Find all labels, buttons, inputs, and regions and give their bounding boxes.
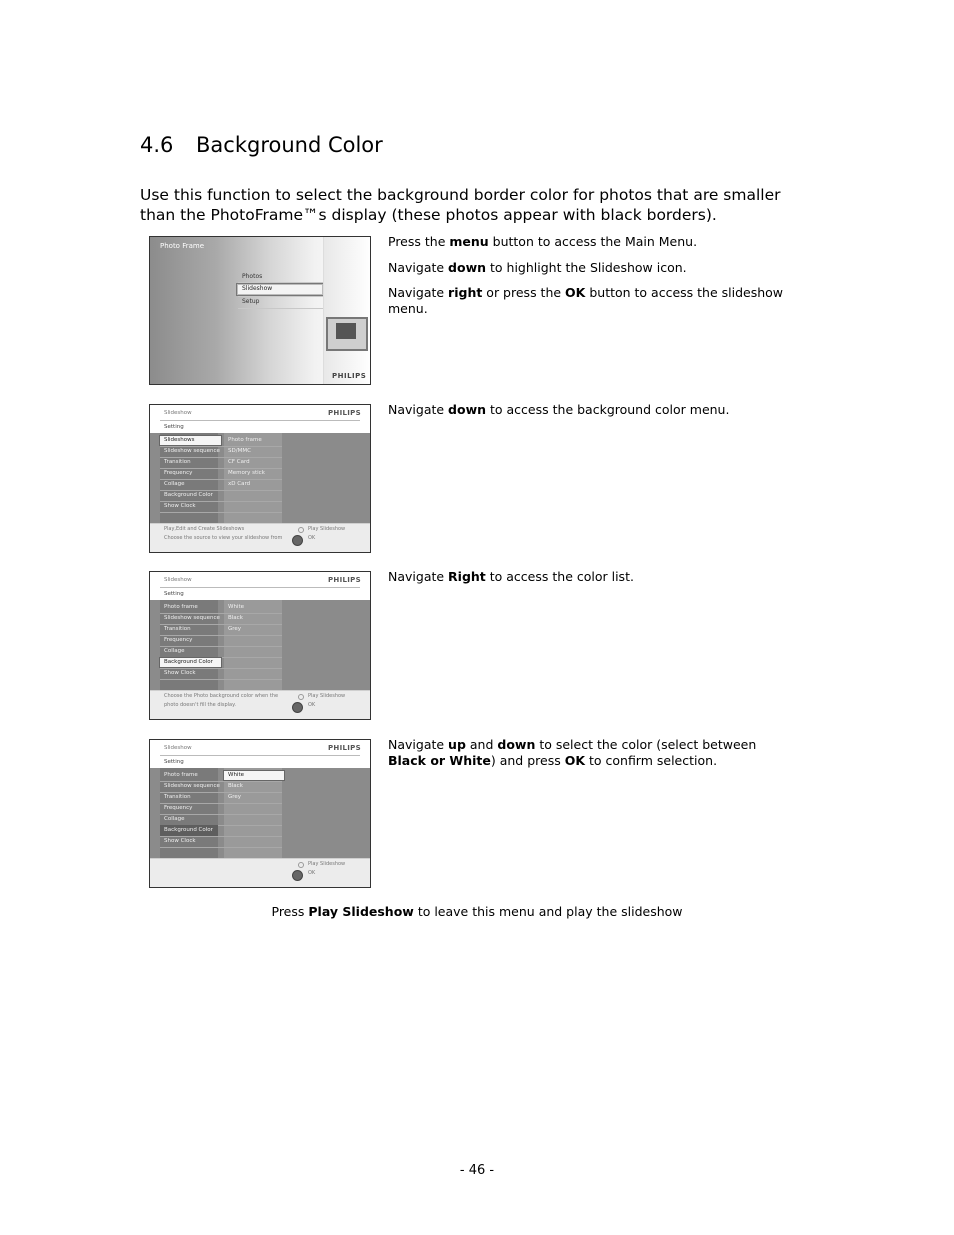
- photo-thumbnail-icon: [336, 323, 356, 339]
- step-4: Navigate up and down to select the color (select between Black or White) and press OK to confirm selection.: [388, 737, 757, 768]
- menu-item-slideshow: Slideshow: [242, 285, 273, 292]
- screenshot-color-list: [149, 739, 371, 888]
- row-divider: [160, 479, 282, 480]
- row-divider: [160, 679, 282, 680]
- section-heading: [140, 133, 383, 157]
- brand-logo: PHILIPS: [328, 576, 361, 584]
- key-label-play: Play Slideshow: [308, 526, 346, 532]
- ok-key-icon: [292, 535, 303, 546]
- play-key-icon: [298, 862, 304, 868]
- color-option: Black: [228, 783, 243, 789]
- menu-item: Show Clock: [164, 503, 196, 509]
- color-option: White: [228, 604, 244, 610]
- screenshot-main-menu: [149, 236, 371, 385]
- menu-item: Frequency: [164, 470, 193, 476]
- play-key-icon: [298, 694, 304, 700]
- step-1b: Navigate down to highlight the Slideshow icon.: [388, 260, 687, 275]
- step-1c: Navigate right or press the OK button to access the slideshow menu.: [388, 285, 784, 316]
- ok-key-icon: [292, 870, 303, 881]
- menu-item: Show Clock: [164, 670, 196, 676]
- brand-logo: PHILIPS: [328, 409, 361, 417]
- row-divider: [160, 646, 282, 647]
- menu-item: Photo frame: [164, 772, 198, 778]
- menu-item-photos: Photos: [242, 273, 263, 280]
- icon-band: [323, 237, 371, 384]
- menu-item: Transition: [164, 626, 191, 632]
- row-divider: [160, 624, 282, 625]
- row-divider: [160, 613, 282, 614]
- header-rule: [160, 420, 360, 421]
- hint-text: Choose the Photo background color when the: [164, 693, 279, 699]
- key-label-play: Play Slideshow: [308, 861, 346, 867]
- screenshot-background-color-menu: [149, 571, 371, 720]
- menu-item: Background Color: [164, 827, 213, 833]
- menu-item: Transition: [164, 459, 191, 465]
- step-1a: Press the menu button to access the Main Menu.: [388, 234, 698, 249]
- menu-item: Photo frame: [164, 604, 198, 610]
- menu-item: Collage: [164, 481, 185, 487]
- step-3: Navigate Right to access the color list.: [388, 569, 634, 584]
- menu-item: Collage: [164, 648, 185, 654]
- brand-logo: PHILIPS: [332, 372, 367, 380]
- menu-item: Transition: [164, 794, 191, 800]
- hint-text: Play,Edit and Create Slideshows: [164, 526, 245, 532]
- hint-text: Choose the source to view your slideshow from: [164, 535, 283, 541]
- row-divider: [160, 490, 282, 491]
- menu-item: Slideshow sequence: [164, 783, 220, 789]
- setting-label: Setting: [164, 759, 184, 765]
- setting-label: Setting: [164, 424, 184, 430]
- step-2: Navigate down to access the background color menu.: [388, 402, 730, 417]
- submenu-item: Photo frame: [228, 437, 262, 443]
- header-rule: [160, 587, 360, 588]
- color-option: Grey: [228, 626, 242, 632]
- screen-title: Photo Frame: [160, 242, 205, 250]
- screenshot-slideshow-menu: [149, 404, 371, 553]
- menu-item: Slideshow sequence: [164, 448, 220, 454]
- row-divider: [160, 446, 282, 447]
- row-divider: [160, 836, 282, 837]
- menu-item: Collage: [164, 816, 185, 822]
- row-divider: [160, 457, 282, 458]
- setting-label: Setting: [164, 591, 184, 597]
- brand-logo: PHILIPS: [328, 744, 361, 752]
- menu-item: Background Color: [164, 492, 213, 498]
- color-option: Grey: [228, 794, 242, 800]
- row-divider: [160, 468, 282, 469]
- hint-text: photo doesn't fill the display.: [164, 702, 236, 708]
- row-divider: [160, 501, 282, 502]
- menu-item: Frequency: [164, 805, 193, 811]
- page-number: - 46 -: [459, 1163, 495, 1178]
- section-title: Background Color: [196, 133, 383, 157]
- key-label-play: Play Slideshow: [308, 693, 346, 699]
- row-divider: [160, 781, 282, 782]
- submenu-item: SD/MMC: [228, 448, 251, 454]
- row-divider: [160, 814, 282, 815]
- play-key-icon: [298, 527, 304, 533]
- ok-key-icon: [292, 702, 303, 713]
- row-divider: [160, 668, 282, 669]
- screen-header: Slideshow: [164, 410, 192, 416]
- screen-header: Slideshow: [164, 745, 192, 751]
- row-divider: [160, 847, 282, 848]
- color-option: Black: [228, 615, 243, 621]
- menu-item: Show Clock: [164, 838, 196, 844]
- submenu-item: xD Card: [228, 481, 251, 487]
- intro-paragraph: Use this function to select the background border color for photos that are smaller than the PhotoFrame™s display (these photos appear with black borders).: [140, 186, 781, 224]
- closing-instruction: Press Play Slideshow to leave this menu and play the slideshow: [271, 904, 683, 919]
- menu-item: Frequency: [164, 637, 193, 643]
- header-rule: [160, 755, 360, 756]
- color-option: White: [228, 772, 244, 778]
- section-number: 4.6: [140, 133, 174, 157]
- menu-item: Slideshow sequence: [164, 615, 220, 621]
- key-label-ok: OK: [308, 702, 316, 708]
- key-label-ok: OK: [308, 870, 316, 876]
- submenu-item: CF Card: [228, 459, 250, 465]
- menu-item-setup: Setup: [242, 298, 260, 305]
- menu-item: Background Color: [164, 659, 213, 665]
- row-divider: [160, 792, 282, 793]
- screen-header: Slideshow: [164, 577, 192, 583]
- menu-item: Slideshows: [164, 437, 195, 443]
- key-label-ok: OK: [308, 535, 316, 541]
- submenu-item: Memory stick: [228, 470, 265, 476]
- row-divider: [160, 635, 282, 636]
- row-divider: [160, 512, 282, 513]
- row-divider: [160, 803, 282, 804]
